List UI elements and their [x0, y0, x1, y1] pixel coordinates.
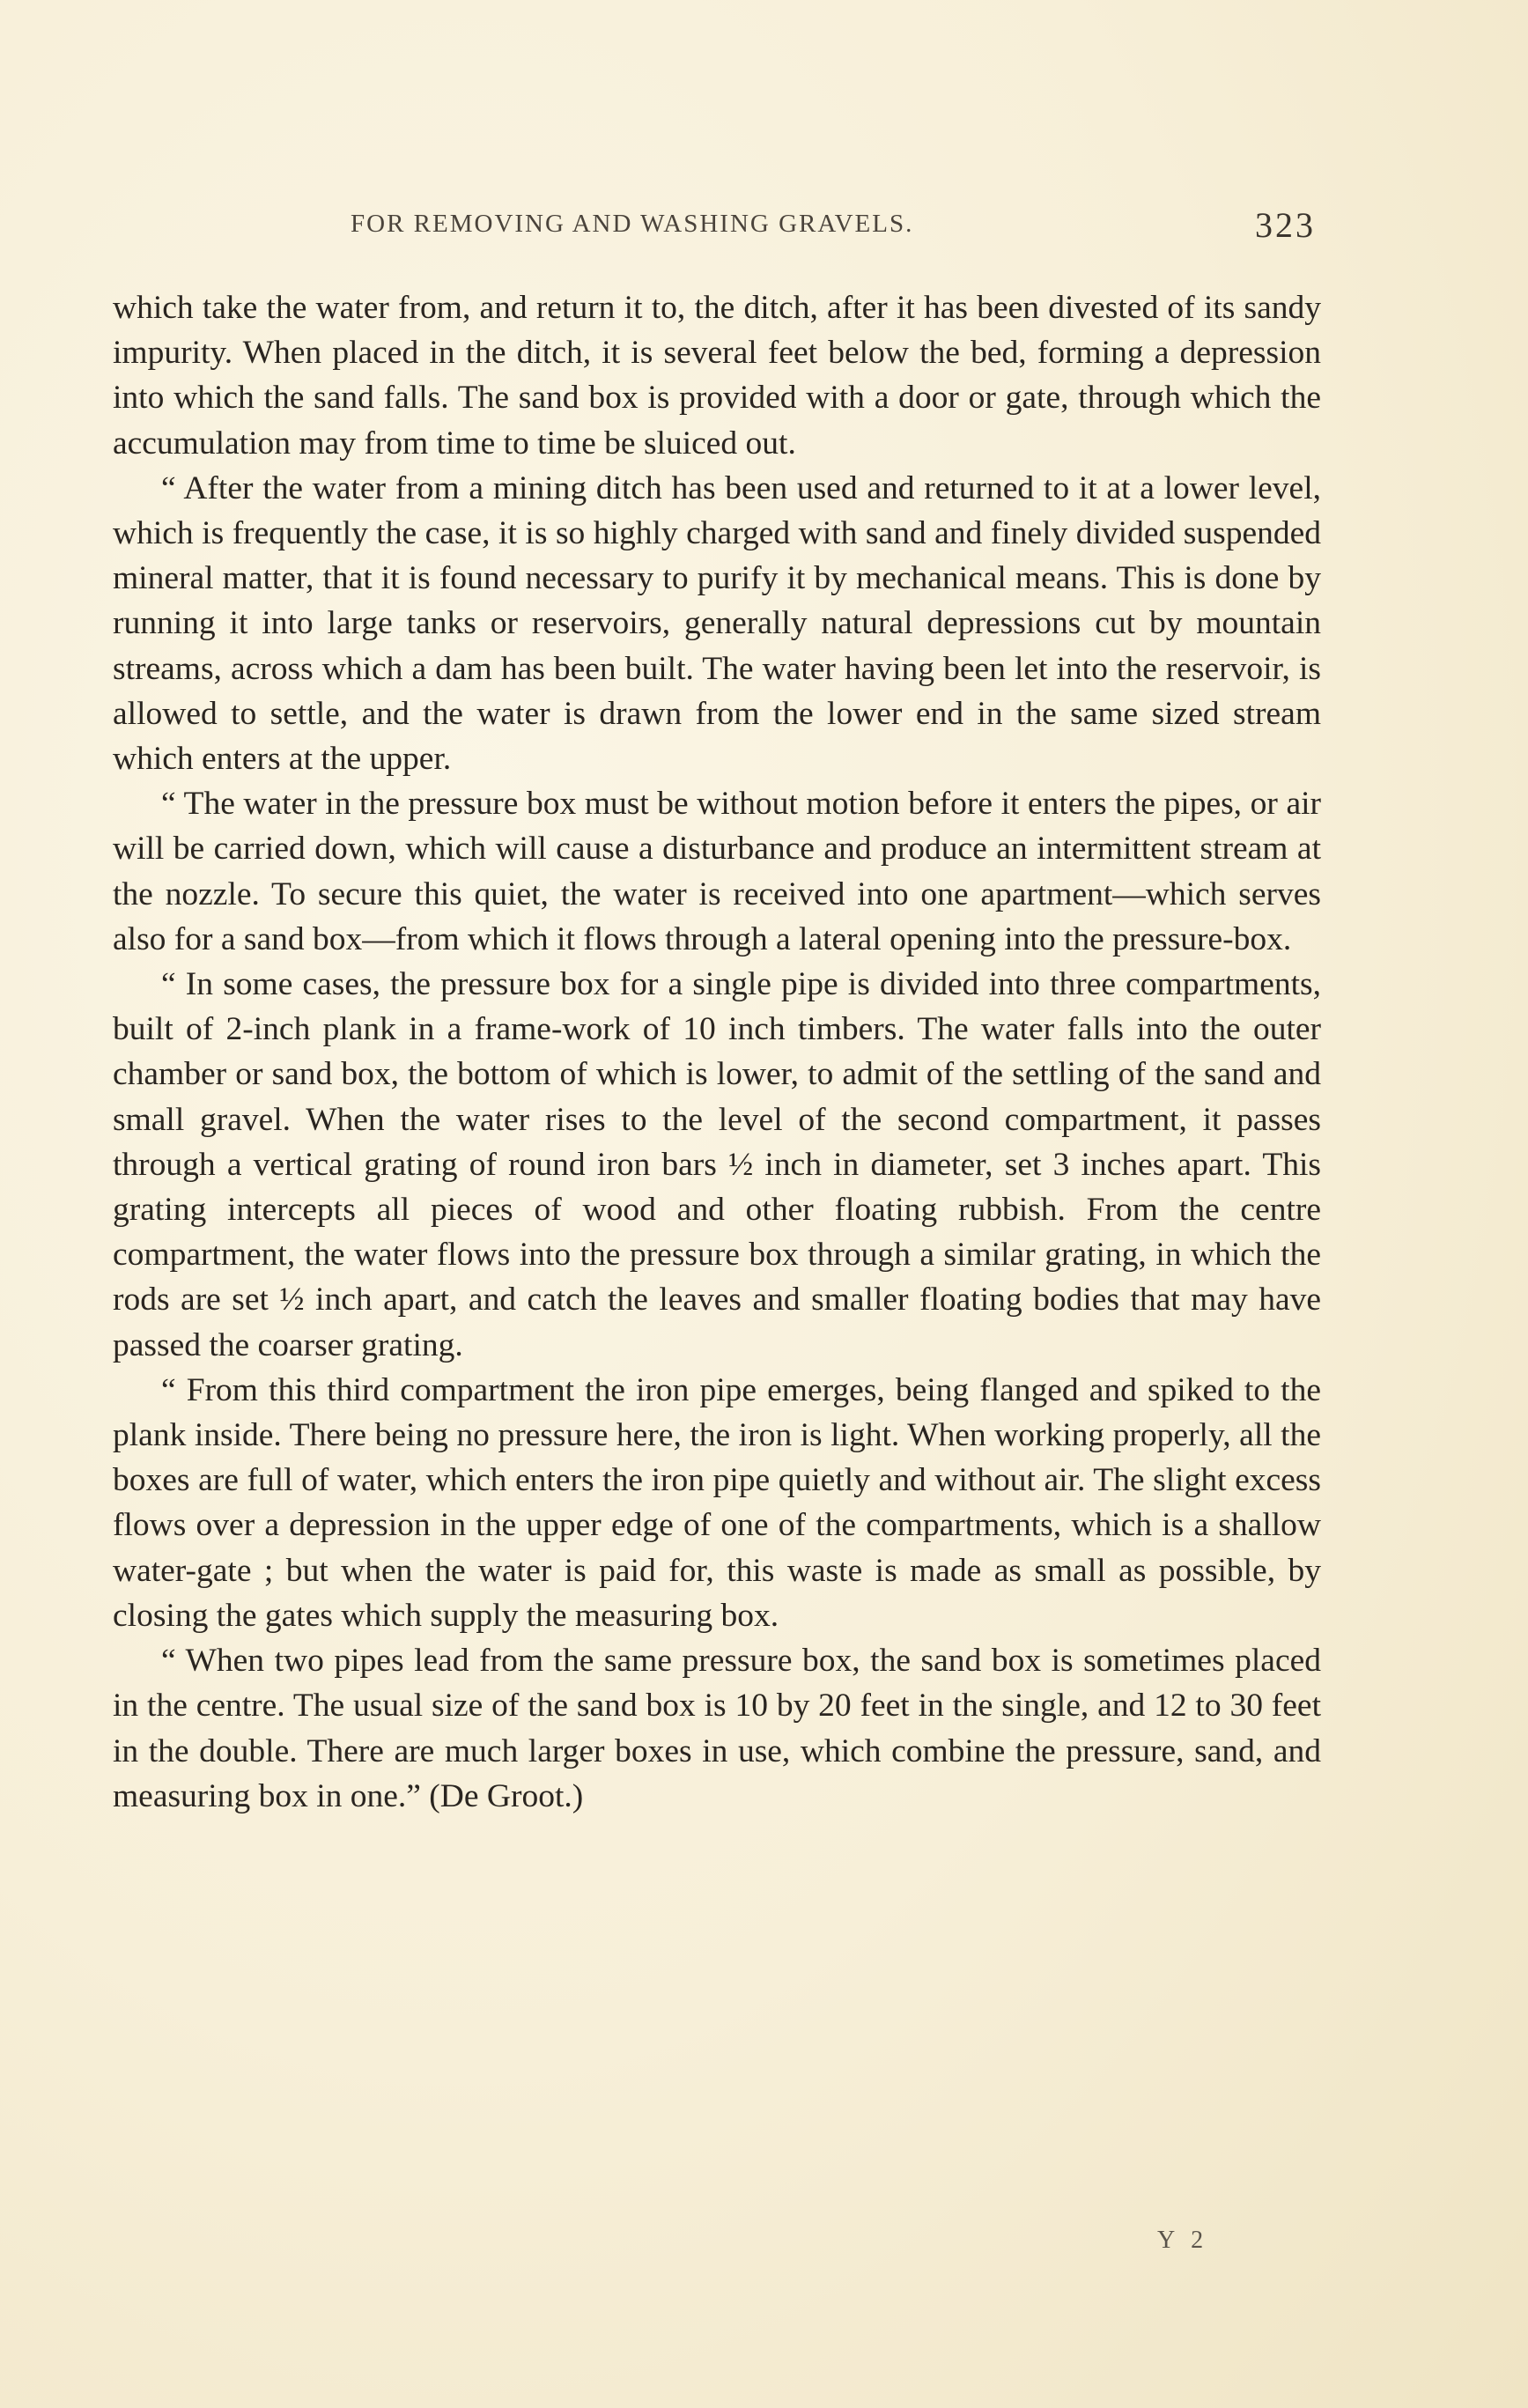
paragraph: “ When two pipes lead from the same pressure box, the sand box is sometimes placed in the centre. The usual size of the sand box is 10 by 20 feet in the single, and 12 to 30 feet in the double. There are much larger boxes in use, which combine the pressure, sand, and measuring box in one.” (De Groot.) [113, 1643, 1321, 1814]
running-title: FOR REMOVING AND WASHING GRAVELS. [351, 210, 914, 238]
paragraph: “ The water in the pressure box must be without motion before it enters the pipes, or air will be carried down, which will cause a disturbance and produce an intermittent stream at the nozzle. To secure this quiet, the water is received into one apartment—which serves also for a sand box—from which it flows through a lateral opening into the pressure-box. [113, 786, 1321, 957]
paragraph: “ After the water from a mining ditch has been used and returned to it at a lower level, which is frequently the case, it is so highly charged with sand and finely divided suspended mineral matter, that it is found necessary to purify it by mechanical means. This is done by running it into large tanks or reservoirs, generally natural depressions cut by mountain streams, across which a dam has been built. The water having been let into the reservoir, is allowed to settle, and the water is drawn from the lower end in the same sized stream which enters at the upper. [113, 469, 1321, 778]
paragraph: “ In some cases, the pressure box for a single pipe is divided into three compartments, built of 2-inch plank in a frame-work of 10 inch timbers. The water falls into the outer chamber or sand box, the bottom of which is lower, to admit of the settling of the sand and small gravel. When the water rises to the level of the second compartment, it passes through a vertical grating of round iron bars ½ inch in diameter, set 3 inches apart. This grating intercepts all pieces of wood and other floating rubbish. From the centre compartment, the water flows into the pressure box through a similar grating, in which the rods are set ½ inch apart, and catch the leaves and smaller floating bodies that may have passed the coarser grating. [113, 966, 1321, 1363]
paragraph: which take the water from, and return it to, the ditch, after it has been divested of its sandy impurity. When placed in the ditch, it is several feet below the bed, forming a depression into which the sand falls. The sand box is provided with a door or gate, through which the accumulation may from time to time be sluiced out. [113, 290, 1321, 462]
page-header [114, 203, 1321, 255]
page-number: 323 [1255, 205, 1316, 245]
signature-mark: Y 2 [1157, 2227, 1209, 2254]
paragraph: “ From this third compartment the iron pipe emerges, being flanged and spiked to the plank inside. There being no pressure here, the iron is light. When working properly, all the boxes are full of water, which enters the iron pipe quietly and without air. The slight excess flows over a depression in the upper edge of one of the compartments, which is a shallow water-gate ; but when the water is paid for, this waste is made as small as possible, by closing the gates which supply the measuring box. [113, 1371, 1321, 1634]
body-text [113, 285, 1321, 1819]
